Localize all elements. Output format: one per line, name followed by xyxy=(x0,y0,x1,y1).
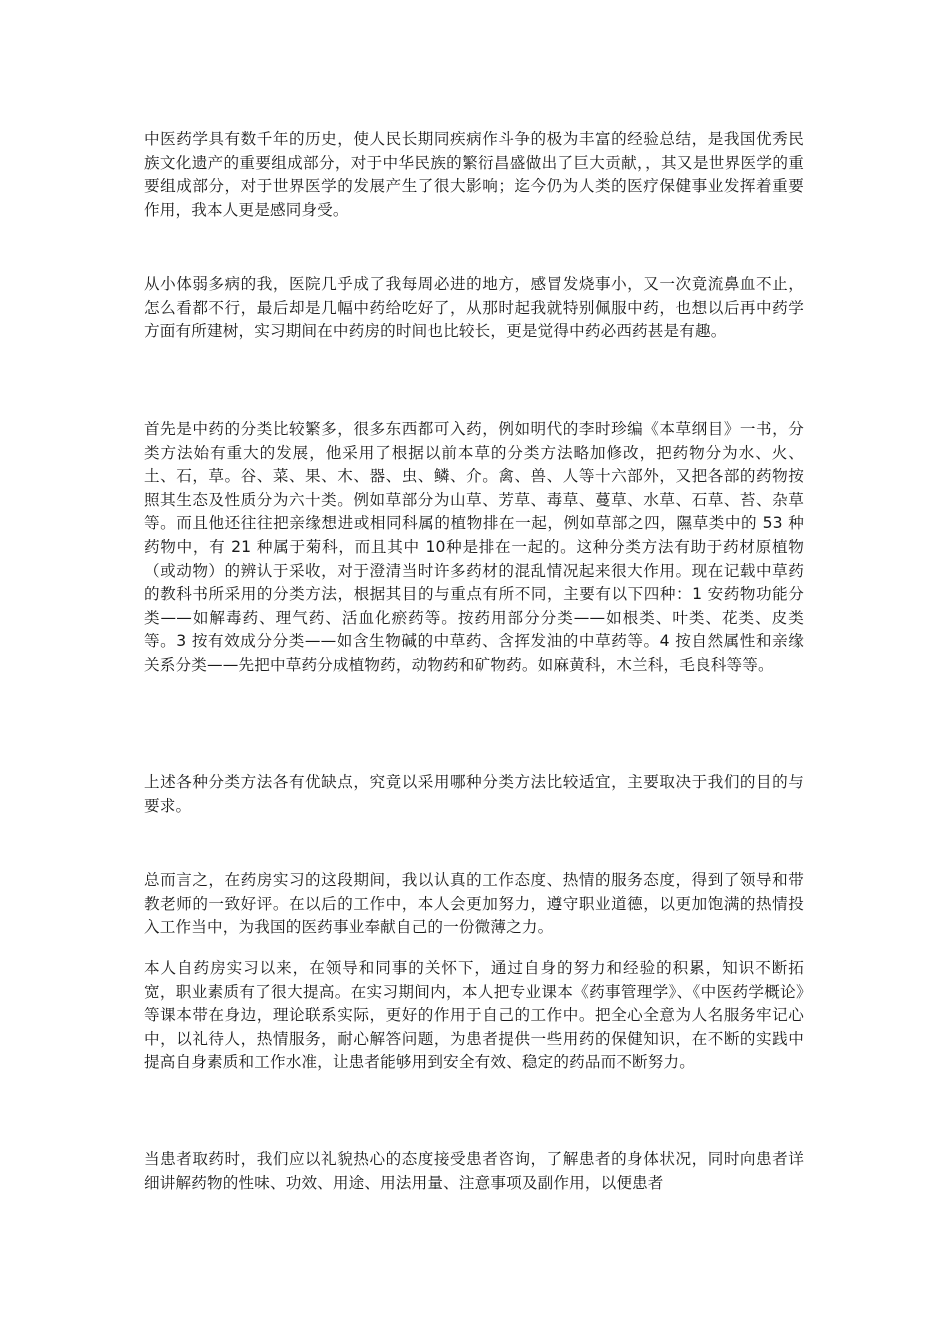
paragraph-conclusion: 总而言之，在药房实习的这段期间，我以认真的工作态度、热情的服务态度，得到了领导和带教老师的一致好评。在以后的工作中，本人会更加努力，遵守职业道德，以更加饱满的热情投入工作当中，为我国的医药事业奉献自己的一份微薄之力。 xyxy=(144,871,804,937)
paragraph-classification-methods: 首先是中药的分类比较繁多，很多东西都可入药，例如明代的李时珍编《本草纲目》一书，分类方法始有重大的发展，他采用了根据以前本草的分类方法略加修改，把药物分为水、火、土、石，草。谷、菜、果、木、器、虫、鳞、介。禽、兽、人等十六部外，又把各部的药物按照其生态及性质分为六十类。例如草部分为山草、芳草、毒草、蔓草、水草、石草、苔、杂草等。而且他还往往把亲缘想进或相同科属的植物排在一起，例如草部之四，隰草类中的 53 种药物中，有 21 种属于菊科，而且其中 10种是排在一起的。这种分类方法有助于药材原植物（或动物）的辨认于采收，对于澄清当时许多药材的混乱情况起来很大作用。现在记载中草药的教科书所采用的分类方法，根据其目的与重点有所不同，主要有以下四种：1 安药物功能分类——如解毒药、理气药、活血化瘀药等。按药用部分分类——如根类、叶类、花类、皮类等。3 按有效成分分类——如含生物碱的中草药、含挥发油的中草药等。4 按自然属性和亲缘关系分类——先把中草药分成植物药，动物药和矿物药。如麻黄科，木兰科，毛良科等等。 xyxy=(144,420,804,674)
paragraph-internship-growth: 本人自药房实习以来，在领导和同事的关怀下，通过自身的努力和经验的积累，知识不断拓宽，职业素质有了很大提高。在实习期间内，本人把专业课本《药事管理学》、《中医药学概论》等课本带在身边，理论联系实际，更好的作用于自己的工作中。把全心全意为人名服务牢记心中，以礼待人，热情服务，耐心解答问题，为患者提供一些用药的保健知识，在不断的实践中提高自身素质和工作水准，让患者能够用到安全有效、稳定的药品而不断努力。 xyxy=(144,959,804,1072)
paragraph-patient-consultation: 当患者取药时，我们应以礼貌热心的态度接受患者咨询，了解患者的身体状况，同时向患者详细讲解药物的性味、功效、用途、用法用量、注意事项及副作用，以便患者 xyxy=(144,1150,804,1192)
paragraph-childhood-experience: 从小体弱多病的我，医院几乎成了我每周必进的地方，感冒发烧事小，又一次竟流鼻血不止，怎么看都不行，最后却是几幅中药给吃好了，从那时起我就特别佩服中药，也想以后再中药学方面有所建树，实习期间在中药房的时间也比较长，更是觉得中药必西药甚是有趣。 xyxy=(144,275,804,341)
paragraph-classification-summary: 上述各种分类方法各有优缺点，究竟以采用哪种分类方法比较适宜，主要取决于我们的目的与要求。 xyxy=(144,773,804,815)
paragraph-tcm-history: 中医药学具有数千年的历史，使人民长期同疾病作斗争的极为丰富的经验总结，是我国优秀民族文化遗产的重要组成部分，对于中华民族的繁衍昌盛做出了巨大贡献，，其又是世界医学的重要组成部分，对于世界医学的发展产生了很大影响；迄今仍为人类的医疗保健事业发挥着重要作用，我本人更是感同身受。 xyxy=(144,130,804,219)
